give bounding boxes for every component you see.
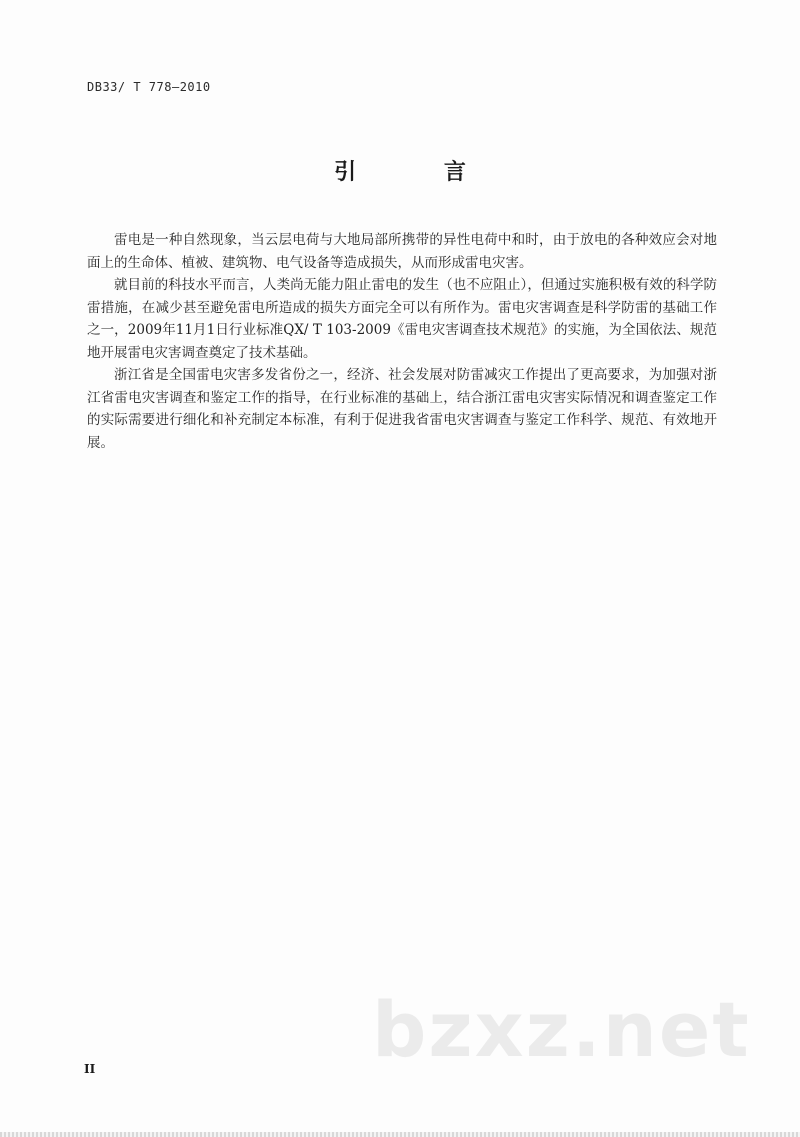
site-watermark: bzxz.net xyxy=(372,985,751,1074)
page-bottom-edge xyxy=(0,1132,800,1137)
standard-code: DB33/ T 778—2010 xyxy=(87,80,211,94)
paragraph-2: 就目前的科技水平而言，人类尚无能力阻止雷电的发生（也不应阻止），但通过实施积极有效的科学防雷措施，在减少甚至避免雷电所造成的损失方面完全可以有所作为。雷电灾害调查是科学防雷的基础工作之一，2009年11月1日行业标准QX/ T 103-2009《雷电灾害调查技术规范》的实施，为全国依法、规范地开展雷电灾害调查奠定了技术基础。 xyxy=(87,277,717,361)
page-number: II xyxy=(84,1062,96,1076)
paragraph-3: 浙江省是全国雷电灾害多发省份之一，经济、社会发展对防雷减灾工作提出了更高要求，为加强对浙江省雷电灾害调查和鉴定工作的指导，在行业标准的基础上，结合浙江雷电灾害实际情况和调查鉴定工作的实际需要进行细化和补充制定本标准，有利于促进我省雷电灾害调查与鉴定工作科学、规范、有效地开展。 xyxy=(87,367,717,451)
page-title: 引 言 xyxy=(334,160,506,185)
introduction-body xyxy=(87,229,717,454)
paragraph-1: 雷电是一种自然现象，当云层电荷与大地局部所携带的异性电荷中和时，由于放电的各种效应会对地面上的生命体、植被、建筑物、电气设备等造成损失，从而形成雷电灾害。 xyxy=(87,232,717,271)
